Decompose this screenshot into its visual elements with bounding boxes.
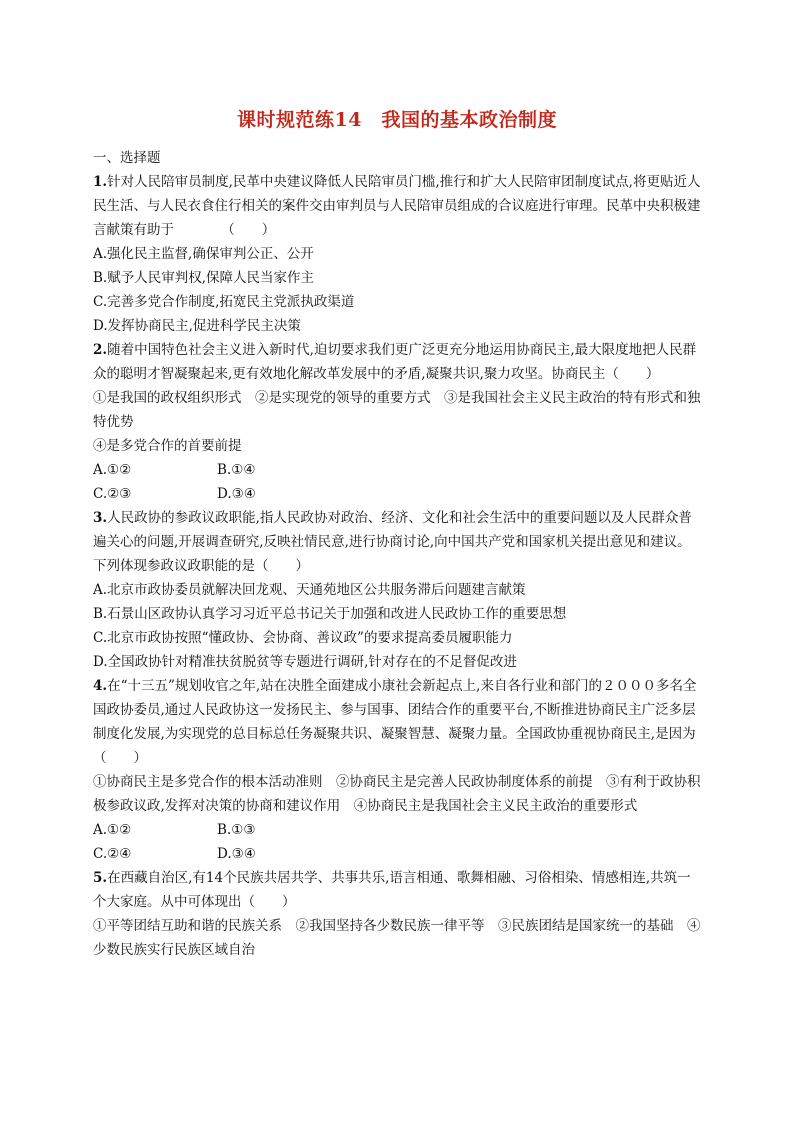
- question-number: 2.: [93, 342, 108, 358]
- question-4: [93, 674, 701, 866]
- option-a: A.①②: [93, 462, 132, 478]
- question-stem: [93, 866, 701, 914]
- question-text: 在“十三五”规划收官之年,站在决胜全面建成小康社会新起点上,来自各行业和部门的２０００多名全国政协委员,通过人民政协这一发扬民主、参与国事、团结合作的重要平台,不断推进协商民主广泛多层制度化发展,为实现党的总目标总任务凝聚共识、凝聚智慧、凝聚力量。全国政协重视协商民主,是因为（ ）: [93, 678, 697, 766]
- question-3: [93, 506, 701, 674]
- option-row: [93, 842, 701, 866]
- option-a: A.强化民主监督,确保审判公正、公开: [93, 246, 314, 262]
- option-c: C.②③: [93, 486, 132, 502]
- question-stem: [93, 674, 701, 770]
- statement-list: ①平等团结互助和谐的民族关系 ②我国坚持各少数民族一律平等 ③民族团结是国家统一的基础 ④少数民族实行民族区域自治: [93, 918, 701, 958]
- question-text: 在西藏自治区,有14个民族共居共学、共事共乐,语言相通、歌舞相融、习俗相染、情感相连,共筑一个大家庭。从中可体现出（ ）: [93, 870, 691, 910]
- question-stem: [93, 170, 701, 242]
- section-heading: 一、选择题: [93, 150, 161, 166]
- option-b: B.①④: [217, 462, 256, 478]
- exercise-page: [93, 106, 701, 962]
- option-b: B.①③: [217, 822, 256, 838]
- question-text: 针对人民陪审员制度,民革中央建议降低人民陪审员门槛,推行和扩大人民陪审团制度试点,将更贴近人民生活、与人民衣食住行相关的案件交由审判员与人民陪审员组成的合议庭进行审理。民革中央积极建言献策有助于 （ ）: [93, 174, 701, 238]
- option-row: [93, 458, 701, 482]
- option-b: B.赋予人民审判权,保障人民当家作主: [93, 270, 315, 286]
- question-2: [93, 338, 701, 506]
- option-c: C.北京市政协按照“懂政协、会协商、善议政”的要求提高委员履职能力: [93, 630, 513, 646]
- option-d: D.③④: [217, 846, 256, 862]
- option-c: C.②④: [93, 846, 132, 862]
- question-number: 4.: [93, 678, 108, 694]
- question-5: [93, 866, 701, 962]
- option-d: D.发挥协商民主,促进科学民主决策: [93, 318, 301, 334]
- option-b: B.石景山区政协认真学习习近平总书记关于加强和改进人民政协工作的重要思想: [93, 606, 567, 622]
- option-d: D.③④: [217, 486, 256, 502]
- question-number: 1.: [93, 174, 108, 190]
- option-row: [93, 482, 701, 506]
- statement-list: ①协商民主是多党合作的根本活动准则 ②协商民主是完善人民政协制度体系的前提 ③有利于政协积极参政议政,发挥对决策的协商和建议作用 ④协商民主是我国社会主义民主政治的重要形式: [93, 774, 701, 814]
- option-a: A.北京市政协委员就解决回龙观、天通苑地区公共服务滞后问题建言献策: [93, 582, 526, 598]
- option-c: C.完善多党合作制度,拓宽民主党派执政渠道: [93, 294, 355, 310]
- question-stem: [93, 506, 701, 578]
- statement-list: ④是多党合作的首要前提: [93, 438, 242, 454]
- statement-list: ①是我国的政权组织形式 ②是实现党的领导的重要方式 ③是我国社会主义民主政治的特有形式和独特优势: [93, 390, 701, 430]
- question-text: 随着中国特色社会主义进入新时代,迫切要求我们更广泛更充分地运用协商民主,最大限度地把人民群众的聪明才智凝聚起来,更有效地化解改革发展中的矛盾,凝聚共识,聚力攻坚。协商民主（ ）: [93, 342, 697, 382]
- option-row: [93, 818, 701, 842]
- question-text: 人民政协的参政议政职能,指人民政协对政治、经济、文化和社会生活中的重要问题以及人民群众普遍关心的问题,开展调查研究,反映社情民意,进行协商讨论,向中国共产党和国家机关提出意见和建议。下列体现参政议政职能的是（ ）: [93, 510, 692, 574]
- question-number: 5.: [93, 870, 108, 886]
- question-1: [93, 170, 701, 338]
- question-stem: [93, 338, 701, 386]
- option-a: A.①②: [93, 822, 132, 838]
- page-title: 课时规范练14 我国的基本政治制度: [237, 109, 557, 131]
- question-number: 3.: [93, 510, 108, 526]
- option-d: D.全国政协针对精准扶贫脱贫等专题进行调研,针对存在的不足督促改进: [93, 654, 517, 670]
